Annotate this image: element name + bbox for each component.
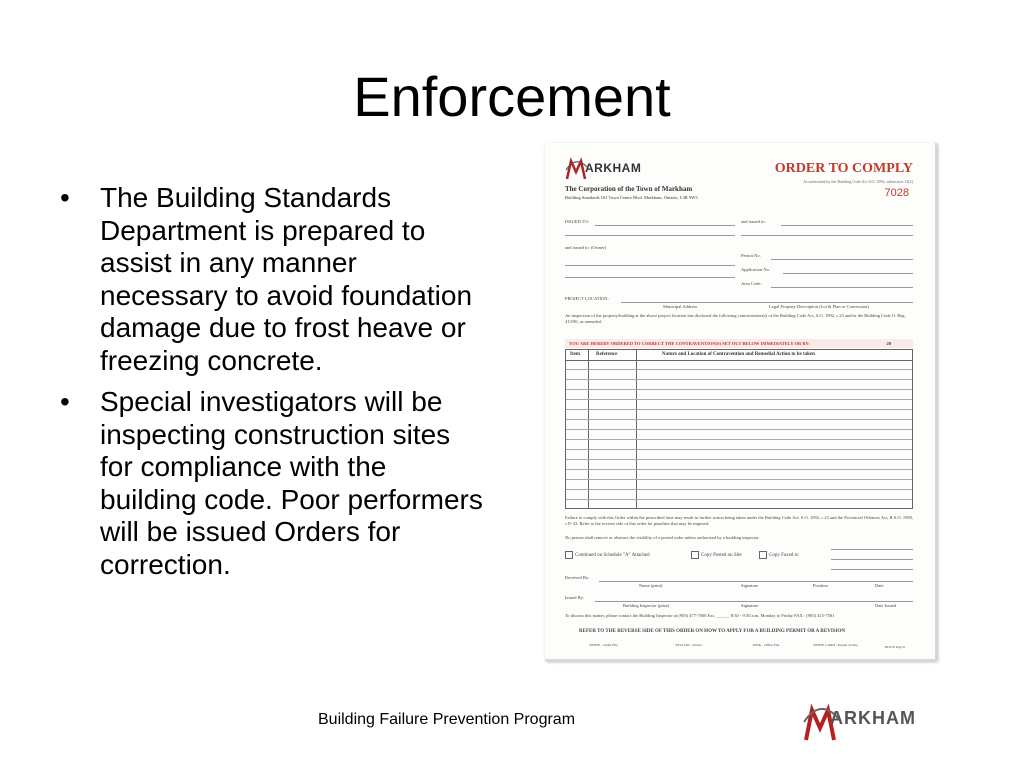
form-line [599, 581, 913, 582]
form-position: Position [813, 583, 828, 588]
form-municipal-address: Municipal Address [663, 304, 698, 309]
form-application-no: Application No. [741, 267, 770, 272]
form-table-row [566, 399, 912, 400]
form-reverse-text: REFER TO THE REVERSE SIDE OF THIS ORDER ON HOW TO APPLY FOR A BUILDING PERMIT OR A REVISION [579, 629, 845, 634]
form-line [595, 225, 735, 226]
form-table-row [566, 459, 912, 460]
bullet-list [60, 182, 490, 590]
form-check-label: Copy Posted on Site [701, 553, 742, 559]
form-date: Date [875, 583, 884, 588]
form-code: BLD-50 Page 01 [885, 645, 906, 649]
form-line [831, 569, 913, 570]
form-table-header-cell: Reference [596, 352, 618, 357]
form-red-bar-end: 20 [886, 341, 891, 346]
form-red-bar-text: YOU ARE HEREBY ORDERED TO CORRECT THE CONTRAVENTION(S) SET OUT BELOW IMMEDIATELY OR BY: [569, 341, 810, 346]
form-copy-label: WHITE CARD - Posted on Site [813, 643, 858, 647]
form-project-location: PROJECT LOCATION: [565, 296, 609, 301]
form-and-issued-to: and issued to: [741, 219, 766, 224]
bullet-text: Special investigators will be inspecting construction sites for compliance with the building code. Poor performers will be issued Orders for correction. [100, 386, 483, 580]
form-and-issued-to-owner: and issued to: (Owner) [565, 245, 607, 250]
form-line [831, 549, 913, 550]
form-line [771, 259, 913, 260]
form-table-row [566, 499, 912, 500]
form-table-row [566, 429, 912, 430]
form-table-row [566, 389, 912, 390]
form-contact-text: To discuss this matter, please contact the Building Inspector at (905) 477-7000 Ext. ______ 8:30 - 9:30 a.m. Monday to Friday FAX : (905) 415-7581 [565, 613, 835, 618]
form-corporation: The Corporation of the Town of Markham [565, 185, 693, 193]
form-table-row [566, 419, 912, 420]
form-copy-label: WHITE - Order File [589, 643, 618, 647]
form-inspection-text: An inspection of the property/building at the above project location has disclosed the following contravention(s) of the Building Code Act, S.O. 1992, c.23 and/or the Building Code O. Reg. 413/90, as amended. [565, 313, 906, 324]
form-issued-by: Issued By: [565, 595, 585, 600]
form-line [831, 559, 913, 560]
bullet-item [60, 386, 490, 581]
form-check-label: Continued on Schedule "A" Attached [575, 553, 650, 559]
form-line [565, 235, 735, 236]
form-table-header-cell: Item [570, 352, 580, 357]
form-line [621, 302, 913, 303]
form-permit-no: Permit No. [741, 253, 761, 258]
footer-logo-text: ARKHAM [830, 708, 916, 728]
form-table-row [566, 479, 912, 480]
form-copy-label: PINK - Office File [753, 643, 780, 647]
form-heading: ORDER TO COMPLY [774, 161, 913, 176]
form-table-row [566, 369, 912, 370]
form-signature: Signature [741, 603, 759, 608]
form-table-row [566, 379, 912, 380]
form-line [565, 277, 735, 278]
form-number: 7028 [884, 187, 909, 199]
form-heading-sub: As authorized by the Building Code Act S.O. 1992, subsection 12(2) [803, 179, 913, 184]
form-legal-description: Legal Property Description (Lot & Plan or Concession) [769, 304, 869, 309]
form-failure-text: Failure to comply with this Order within the prescribed time may result in further action being taken under the Building Code Act. S.O. 1992, c.23 and the Provincial Offences Act, R.S.O. 1990, c.P.-33. Refer to the reverse side of this order for penalties that may be imposed. [565, 515, 913, 526]
form-red-bar [565, 339, 913, 348]
form-no-person-text: No person shall remove or obstruct the visibility of a posted order unless authorized by a building inspector. [565, 535, 760, 540]
form-copy-label: YELLOW - Owner [675, 643, 703, 647]
bullet-marker: • [60, 182, 70, 213]
form-line [781, 225, 913, 226]
bullet-text: The Building Standards Department is prepared to assist in any manner necessary to avoid foundation damage due to frost heave or freezing concrete. [100, 182, 473, 376]
form-table-row [566, 409, 912, 410]
form-line [771, 287, 913, 288]
form-table-header [566, 350, 912, 361]
form-name-print: Name (print) [639, 583, 663, 588]
slide-title: Enforcement [353, 65, 671, 128]
form-line [741, 235, 913, 236]
form-corporation-sub: Building Standards 101 Town Centre Blvd. Markham, Ontario, L3R 9W3 [565, 195, 698, 200]
form-line [595, 601, 913, 602]
form-table-row [566, 449, 912, 450]
footer-text: Building Failure Prevention Program [318, 711, 576, 728]
form-inspector-print: Building Inspector (print) [623, 603, 670, 608]
form-line [565, 265, 735, 266]
form-check-posted [691, 551, 742, 559]
bullet-item [60, 182, 490, 377]
form-area-code: Area Code: [741, 281, 762, 286]
form-contravention-table [565, 349, 913, 509]
checkbox-icon [759, 551, 767, 559]
bullet-marker: • [60, 386, 70, 417]
form-table-row [566, 439, 912, 440]
form-table-row [566, 489, 912, 490]
form-table-header-cell: Nature and Location of Contravention and Remedial Action to be taken [662, 352, 815, 357]
form-signature: Signature [741, 583, 759, 588]
form-check-label: Copy Faxed to [769, 553, 799, 559]
form-table-row [566, 469, 912, 470]
form-check-schedule [565, 551, 650, 559]
form-check-faxed [759, 551, 798, 559]
form-received-by: Received By: [565, 575, 590, 580]
order-to-comply-form-image [545, 143, 937, 661]
checkbox-icon [691, 551, 699, 559]
form-date-issued: Date Issued [875, 603, 897, 608]
form-line [783, 273, 913, 274]
form-logo-text: ARKHAM [585, 161, 642, 175]
form-issued-to: ISSUED TO: [565, 219, 589, 224]
checkbox-icon [565, 551, 573, 559]
